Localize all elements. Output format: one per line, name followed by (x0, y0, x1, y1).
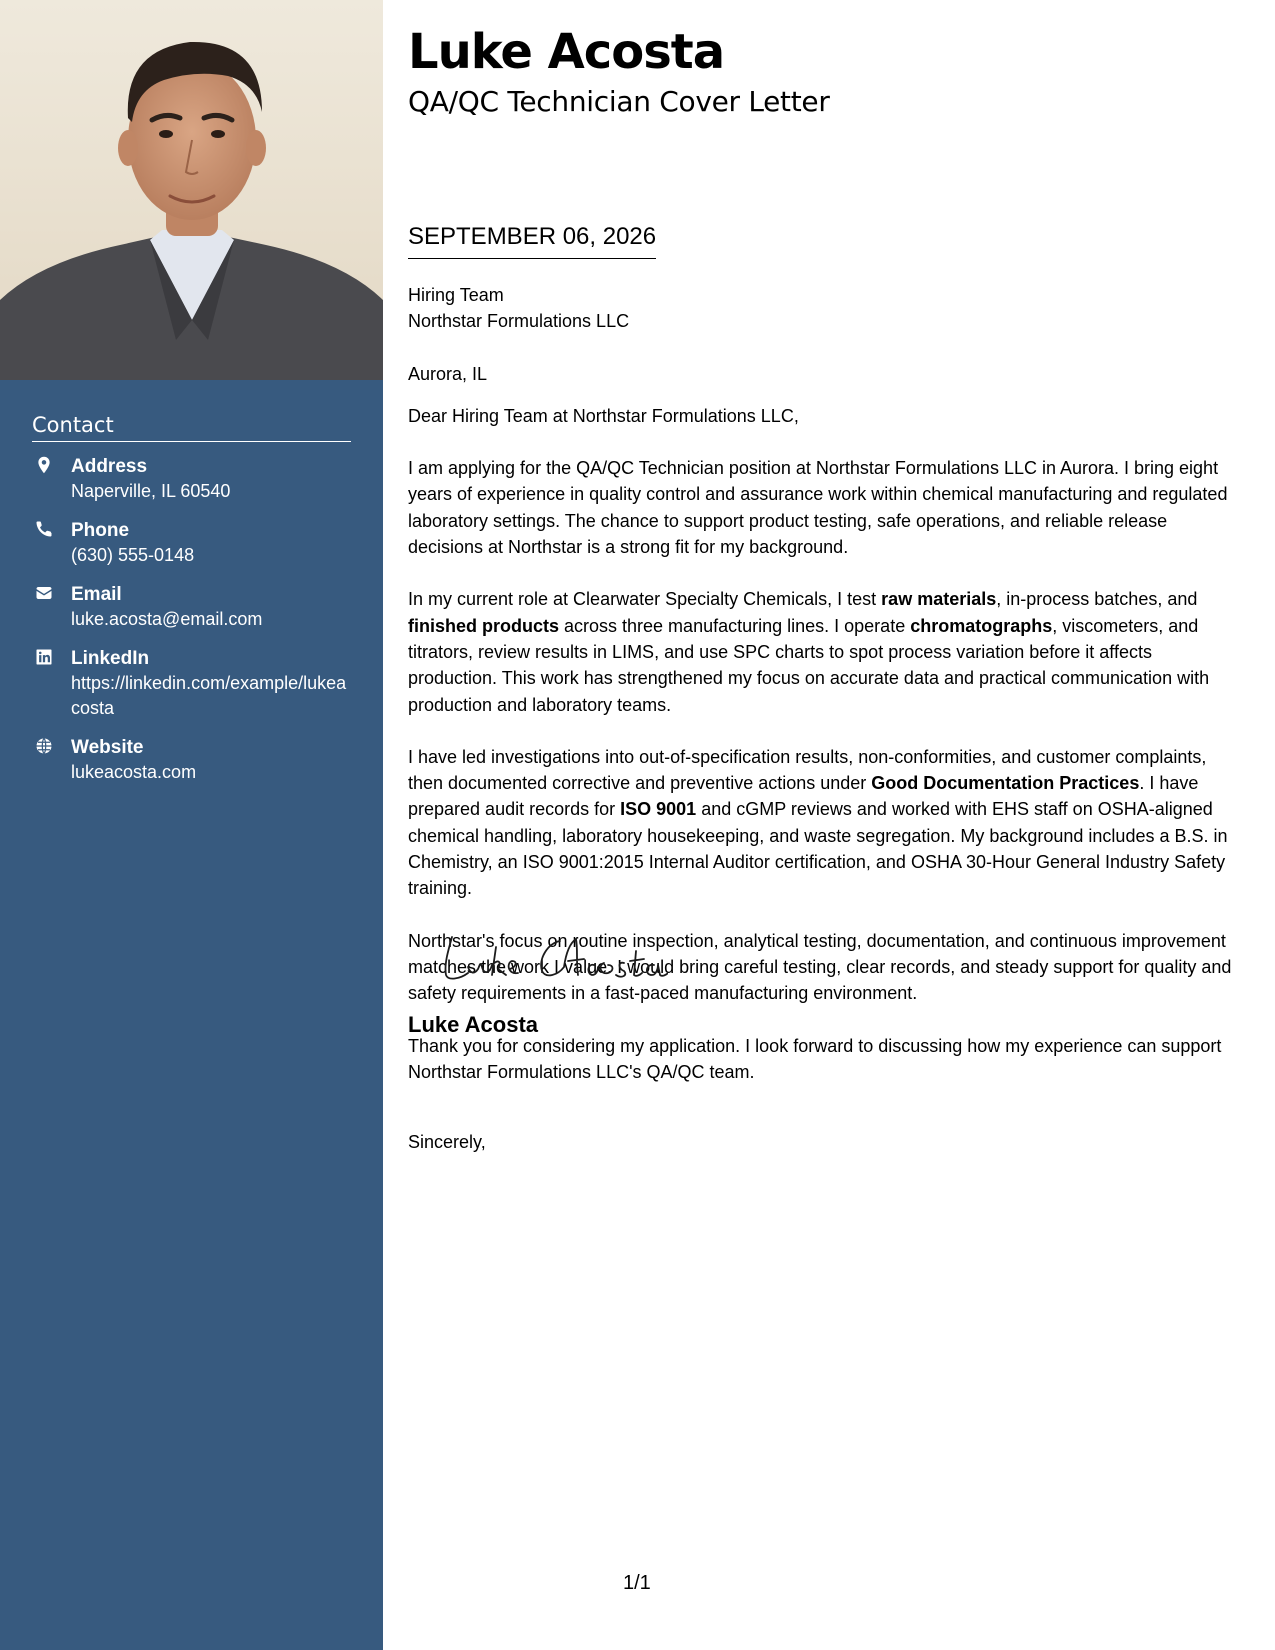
paragraph-experience: In my current role at Clearwater Specialty Chemicals, I test raw materials, in-process batches, and finished products across three manufacturing lines. I operate chromatographs, viscometers, and titrators, review results in LIMS, and use SPC charts to spot process variation before it affects production. This work has strengthened my focus on accurate data and practical communication with production and laboratory teams. (408, 589, 1210, 715)
contact-heading: Contact (32, 413, 351, 442)
closing: Sincerely, (408, 1132, 486, 1153)
salutation: Dear Hiring Team at Northstar Formulations LLC, (408, 405, 799, 426)
handwritten-signature (438, 923, 668, 987)
email-link[interactable]: luke.acosta@email.com (71, 609, 263, 629)
applicant-name: Luke Acosta (408, 24, 725, 80)
recipient-address (408, 282, 1238, 387)
contact-section (32, 413, 351, 799)
contact-label: Phone (71, 520, 130, 541)
paragraph-investigations: I have led investigations into out-of-specification results, non-conformities, and customer complaints, then documented corrective and preventive actions under Good Documentation Practices. I have prepared audit records for ISO 9001 and cGMP reviews and worked with EHS staff on OSHA-aligned chemical handling, laboratory housekeeping, and waste segregation. My background includes a B.S. in Chemistry, an ISO 9001:2015 Internal Auditor certification, and OSHA 30-Hour General Industry Safety training. (408, 746, 1228, 899)
contact-website (32, 735, 351, 785)
contact-label: LinkedIn (71, 648, 150, 669)
contact-label: Address (71, 456, 148, 477)
map-pin-icon (35, 456, 53, 474)
globe-icon (35, 737, 53, 755)
recipient-line: Hiring Team (408, 285, 504, 305)
document-subtitle: QA/QC Technician Cover Letter (408, 85, 830, 118)
profile-photo (0, 0, 383, 380)
linkedin-icon (35, 648, 53, 666)
paragraph-thanks: Thank you for considering my application. I look forward to discussing how my experience can support Northstar Formulations LLC's QA/QC team. (408, 1035, 1222, 1082)
linkedin-link[interactable]: https://linkedin.com/example/lukeacosta (71, 673, 347, 718)
profile-photo-image (0, 0, 383, 380)
contact-email (32, 582, 351, 632)
contact-phone (32, 518, 351, 568)
paragraph-intro: I am applying for the QA/QC Technician position at Northstar Formulations LLC in Aurora. I bring eight years of experience in quality control and assurance work within chemical manufacturing and regulated laboratory settings. The chance to support product testing, safe operations, and reliable release decisions at Northstar is a strong fit for my background. (408, 458, 1228, 558)
recipient-city: Aurora, IL (408, 363, 488, 384)
recipient-line: Northstar Formulations LLC (408, 311, 630, 332)
signer-name: Luke Acosta (408, 1012, 539, 1037)
contact-label: Email (71, 584, 122, 605)
phone-icon (35, 520, 53, 538)
contact-label: Website (71, 737, 144, 758)
phone-value: (630) 555-0148 (71, 545, 195, 565)
contact-linkedin (32, 646, 351, 721)
contact-address (32, 454, 351, 504)
envelope-icon (35, 584, 53, 602)
sidebar (0, 0, 383, 1650)
page-number: 1/1 (623, 1572, 651, 1594)
letter-date: SEPTEMBER 06, 2026 (408, 222, 656, 259)
address-value: Naperville, IL 60540 (71, 481, 231, 501)
paragraph-fit: Northstar's focus on routine inspection, analytical testing, documentation, and continuous improvement matches the work I value. I would bring careful testing, clear records, and steady support for quality and safety requirements in a fast-paced manufacturing environment. (408, 930, 1232, 1004)
website-link[interactable]: lukeacosta.com (71, 762, 197, 782)
